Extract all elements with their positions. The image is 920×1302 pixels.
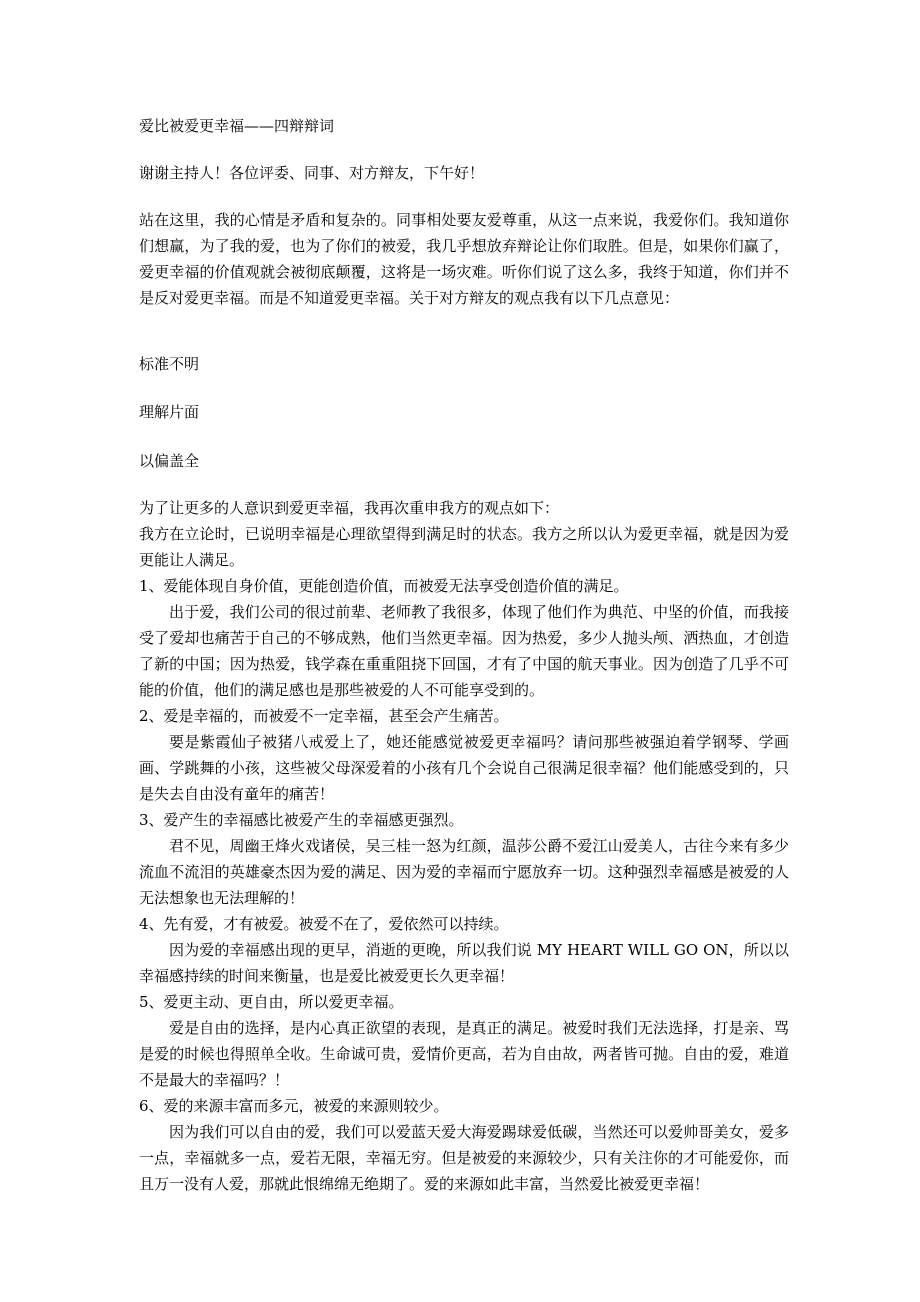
definition-paragraph: 我方在立论时，已说明幸福是心理欲望得到满足时的状态。我方之所以认为爱更幸福，就是因为爱更能让人满足。 <box>139 525 789 569</box>
argument-heading: 4、先有爱，才有被爱。被爱不在了，爱依然可以持续。 <box>139 915 509 933</box>
greeting-paragraph: 谢谢主持人！各位评委、同事、对方辩友，下午好！ <box>139 164 485 182</box>
argument-paragraph: 爱是自由的选择，是内心真正欲望的表现，是真正的满足。被爱时我们无法选择，打是亲、骂是爱的时候也得照单全收。生命诚可贵，爱情价更高，若为自由故，两者皆可抛。自由的爱，难道不是最大的幸福吗？！ <box>139 1019 789 1089</box>
argument-heading: 2、爱是幸福的，而被爱不一定幸福，甚至会产生痛苦。 <box>139 707 509 725</box>
argument-paragraph: 君不见，周幽王烽火戏诸侯，吴三桂一怒为红颜，温莎公爵不爱江山爱美人，古往今来有多少流血不流泪的英雄豪杰因为爱的满足、因为爱的幸福而宁愿放弃一切。这种强烈幸福感是被爱的人无法想象也无法理解的！ <box>139 837 789 907</box>
argument-heading: 5、爱更主动、更自由，所以爱更幸福。 <box>139 993 404 1011</box>
intro-paragraph: 站在这里，我的心情是矛盾和复杂的。同事相处要友爱尊重，从这一点来说，我爱你们。我知道你们想赢，为了我的爱，也为了你们的被爱，我几乎想放弃辩论让你们取胜。但是，如果你们赢了，爱更幸福的价值观就会被彻底颠覆，这将是一场灾难。听你们说了这么多，我终于知道，你们并不是反对爱更幸福。而是不知道爱更幸福。关于对方辩友的观点我有以下几点意见： <box>139 211 789 307</box>
argument-paragraph: 要是紫霞仙子被猪八戒爱上了，她还能感觉被爱更幸福吗？请问那些被强迫着学钢琴、学画画、学跳舞的小孩，这些被父母深爱着的小孩有几个会说自己很满足很幸福？他们能感受到的，只是失去自由没有童年的痛苦！ <box>139 733 789 803</box>
greeting-block <box>139 160 789 186</box>
argument-heading: 3、爱产生的幸福感比被爱产生的幸福感更强烈。 <box>139 811 464 829</box>
document-title-block <box>139 113 789 139</box>
restate-paragraph: 为了让更多的人意识到爱更幸福，我再次重申我方的观点如下： <box>139 499 560 517</box>
document-title: 爱比被爱更幸福——四辩辩词 <box>139 117 335 135</box>
argument-body <box>139 495 789 1197</box>
argument-heading: 6、爱的来源丰富而多元，被爱的来源则较少。 <box>139 1097 449 1115</box>
argument-paragraph: 因为爱的幸福感出现的更早，消逝的更晚，所以我们说 MY HEART WILL GO ON，所以以幸福感持续的时间来衡量，也是爱比被爱更长久更幸福！ <box>139 941 789 985</box>
point-item: 以偏盖全 <box>139 452 200 470</box>
intro-block <box>139 207 789 311</box>
point-item: 理解片面 <box>139 403 200 421</box>
point-block-3 <box>139 448 789 474</box>
argument-paragraph: 因为我们可以自由的爱，我们可以爱蓝天爱大海爱踢球爱低碳，当然还可以爱帅哥美女，爱多一点，幸福就多一点，爱若无限，幸福无穷。但是被爱的来源较少，只有关注你的才可能爱你，而且万一没有人爱，那就此恨绵绵无绝期了。爱的来源如此丰富，当然爱比被爱更幸福！ <box>139 1123 789 1193</box>
argument-heading: 1、爱能体现自身价值，更能创造价值，而被爱无法享受创造价值的满足。 <box>139 577 629 595</box>
point-item: 标准不明 <box>139 355 200 373</box>
point-block-2 <box>139 399 789 425</box>
argument-paragraph: 出于爱，我们公司的很过前辈、老师教了我很多，体现了他们作为典范、中坚的价值，而我接受了爱却也痛苦于自己的不够成熟，他们当然更幸福。因为热爱，多少人抛头颅、洒热血，才创造了新的中国；因为热爱，钱学森在重重阻挠下回国，才有了中国的航天事业。因为创造了几乎不可能的价值，他们的满足感也是那些被爱的人不可能享受到的。 <box>139 603 789 699</box>
point-block-1 <box>139 351 789 377</box>
